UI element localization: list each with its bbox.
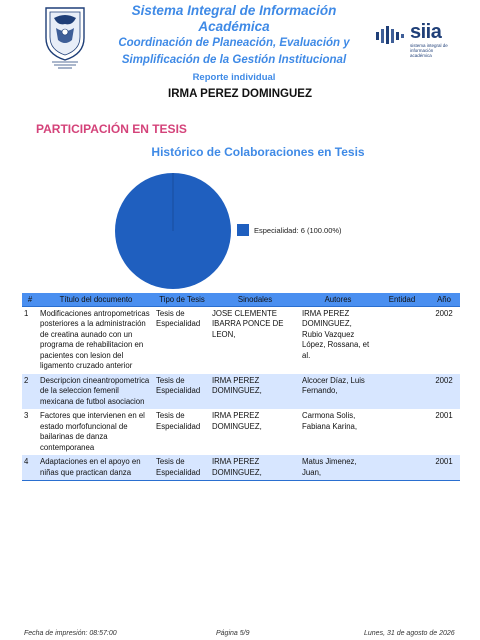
cell-title: Factores que intervienen en el estado morfofuncional de bailarinas de danza contemporanea [38, 409, 154, 455]
chart-title: Histórico de Colaboraciones en Tesis [151, 145, 365, 159]
col-header-year: Año [428, 293, 460, 306]
coordination-line-2: Simplificación de la Gestión Institucional [121, 54, 347, 66]
cell-title: Adaptaciones en el apoyo en niñas que practican danza [38, 455, 154, 481]
page-number: Página 5/9 [216, 630, 250, 637]
report-date: Lunes, 31 de agosto de 2026 [364, 630, 455, 637]
cell-year: 2001 [428, 455, 460, 481]
cell-sinodales: IRMA PEREZ DOMINGUEZ, [210, 374, 300, 410]
thesis-table [22, 293, 460, 481]
siia-caption: sistema integral de información académica [410, 43, 448, 58]
legend-swatch [237, 224, 249, 236]
cell-entity [376, 409, 428, 455]
print-date: Fecha de impresión: 08:57:00 [24, 630, 117, 637]
col-header-number: # [22, 293, 38, 306]
cell-number: 2 [22, 374, 38, 410]
cell-entity [376, 455, 428, 481]
cell-authors: Alcocer Díaz, Luis Fernando, [300, 374, 376, 410]
col-header-authors: Autores [300, 293, 376, 306]
cell-sinodales: IRMA PEREZ DOMINGUEZ, [210, 455, 300, 481]
header-titles [96, 3, 372, 83]
cell-number: 4 [22, 455, 38, 481]
report-footer [0, 630, 480, 640]
cell-number: 3 [22, 409, 38, 455]
cell-type: Tesis de Especialidad [154, 409, 210, 455]
cell-entity [376, 306, 428, 374]
table-row [22, 409, 460, 455]
table-row [22, 455, 460, 481]
chart-legend [237, 224, 342, 236]
col-header-title: Título del documento [38, 293, 154, 306]
cell-authors: Carmona Solis, Fabiana Karina, [300, 409, 376, 455]
cell-type: Tesis de Especialidad [154, 306, 210, 374]
siia-bars-icon [376, 24, 408, 46]
col-header-type: Tipo de Tesis [154, 293, 210, 306]
cell-type: Tesis de Especialidad [154, 374, 210, 410]
pie-chart-svg [114, 172, 232, 290]
section-title: PARTICIPACIÓN EN TESIS [36, 122, 187, 136]
col-header-sinodales: Sinodales [210, 293, 300, 306]
unam-seal-logo [40, 4, 90, 70]
siia-wordmark: siia [410, 21, 442, 43]
cell-sinodales: JOSE CLEMENTE IBARRA PONCE DE LEON, [210, 306, 300, 374]
table-row [22, 374, 460, 410]
cell-title: Descripcion cineantropometrica de la seleccion femenil mexicana de futbol asociacion [38, 374, 154, 410]
pie-chart [114, 172, 232, 290]
report-type-label: Reporte individual [192, 72, 276, 83]
cell-sinodales: IRMA PEREZ DOMINGUEZ, [210, 409, 300, 455]
table-header-row [22, 293, 460, 306]
cell-entity [376, 374, 428, 410]
cell-number: 1 [22, 306, 38, 374]
system-title: Sistema Integral de Información Académica [131, 3, 337, 34]
coordination-line-1: Coordinación de Planeación, Evaluación y [118, 37, 350, 49]
cell-authors: IRMA PEREZ DOMINGUEZ, Rubio Vazquez López, Rossana, et al. [300, 306, 376, 374]
siia-logo [376, 21, 456, 58]
person-name: IRMA PEREZ DOMINGUEZ [168, 88, 312, 100]
legend-label: Especialidad: 6 (100.00%) [254, 225, 342, 235]
cell-year: 2001 [428, 409, 460, 455]
cell-title: Modificaciones antropometricas posteriores a la administración de creatina aunado con un programa de rehabilitacion en pacientes con lesion del ligamento cruzado anterior [38, 306, 154, 374]
cell-year: 2002 [428, 374, 460, 410]
col-header-entity: Entidad [376, 293, 428, 306]
report-header [0, 0, 480, 83]
cell-year: 2002 [428, 306, 460, 374]
table-row [22, 306, 460, 374]
cell-authors: Matus Jimenez, Juan, [300, 455, 376, 481]
cell-type: Tesis de Especialidad [154, 455, 210, 481]
